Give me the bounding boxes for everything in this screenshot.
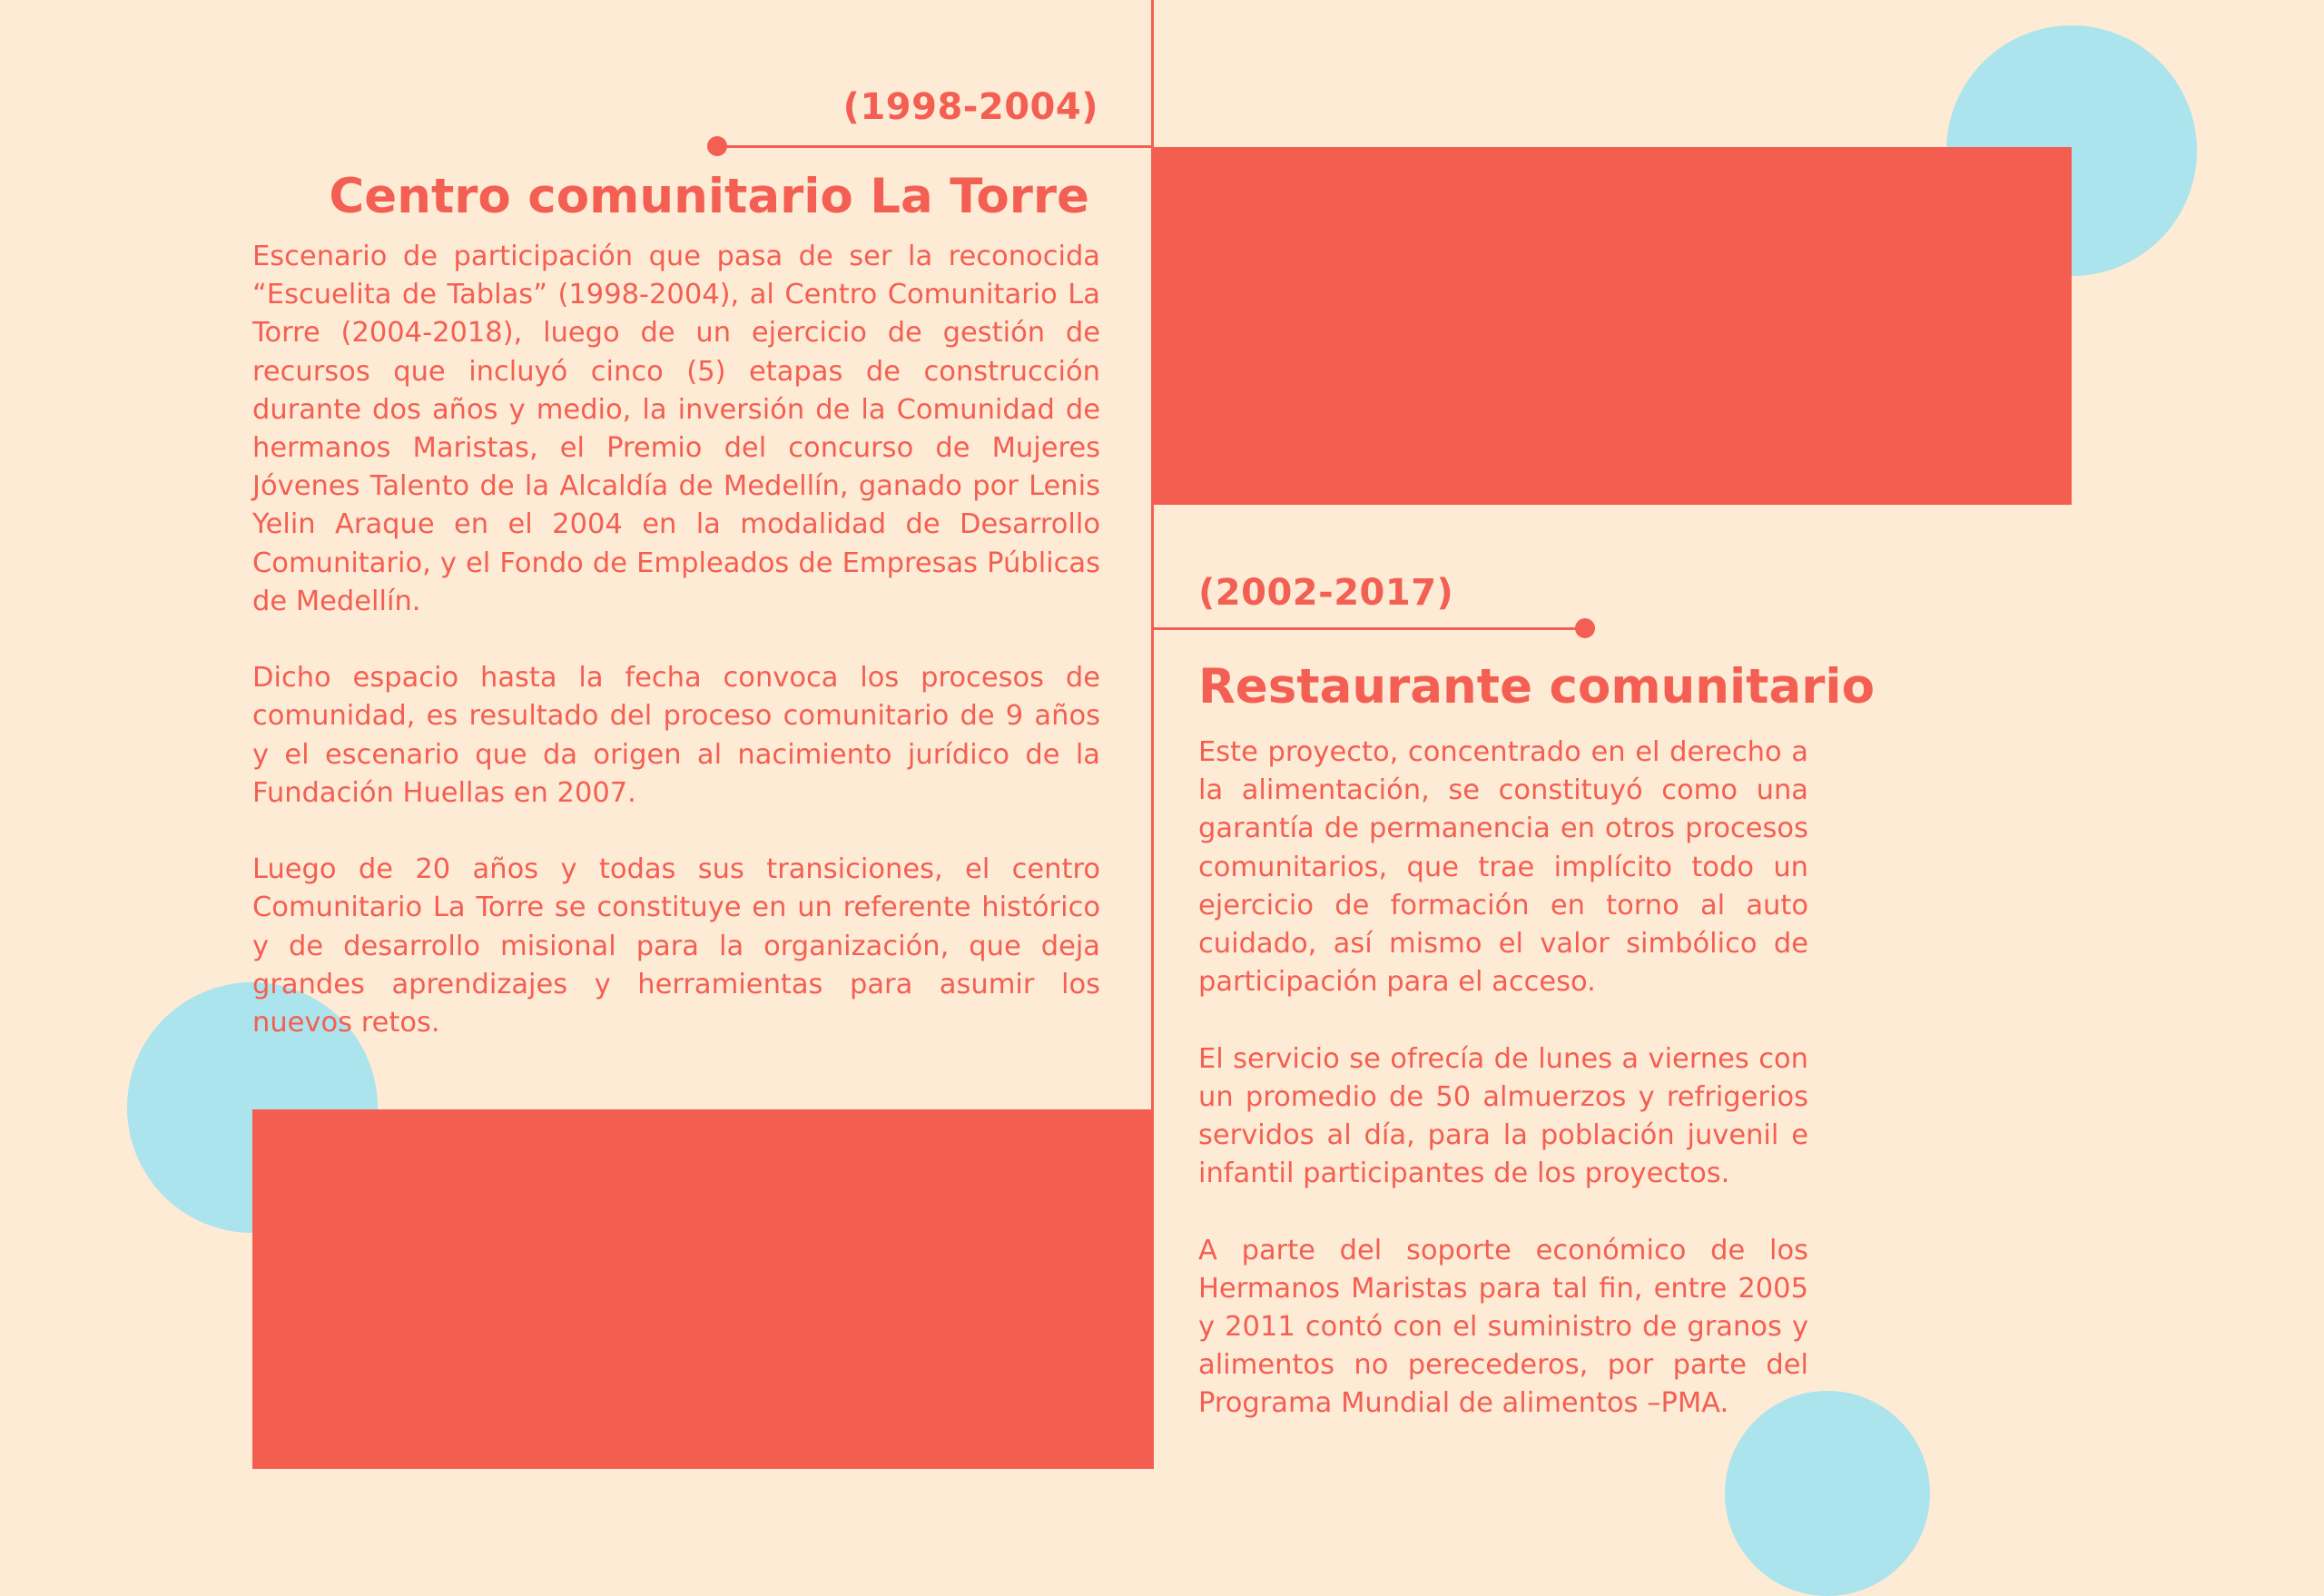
left-section-title: Centro comunitario La Torre [329, 169, 1089, 224]
timeline-dot-right [1575, 618, 1595, 638]
image-placeholder-bottom-left [252, 1109, 1153, 1469]
left-paragraph-1: Escenario de participación que pasa de ser la reconocida “Escuelita de Tablas” (1998-2004), al Centro Comunitario La Torre (2004-2018), luego de un ejercicio de gestión de recursos que incluyó cinco (5) etapas de construcción durante dos años y medio, la inversión de la Comunidad de hermanos Maristas, el Premio del concurso de Mujeres Jóvenes Talento de la Alcaldía de Medellín, ganado por Lenis Yelin Araque en el 2004 en la modalidad de Desarrollo Comunitario, y el Fondo de Empleados de Empresas Públicas de Medellín. [252, 241, 1100, 617]
left-paragraph-2: Dicho espacio hasta la fecha convoca los procesos de comunidad, es resultado del proceso comunitario de 9 años y el escenario que da origen al nacimiento jurídico de la Fundación Huellas en 2007. [252, 662, 1100, 809]
left-section-body [252, 238, 1100, 1042]
image-placeholder-top-right [1153, 147, 2072, 505]
timeline-connector-right [1153, 627, 1587, 630]
right-paragraph-1: Este proyecto, concentrado en el derecho a la alimentación, se constituyó como una garantía de permanencia en otros procesos comunitarios, que trae implícito todo un ejercicio de formación en torno al auto cuidado, así mismo el valor simbólico de participación para el acceso. [1198, 736, 1808, 999]
timeline-vertical-line [1151, 0, 1154, 1469]
right-paragraph-2: El servicio se ofrecía de lunes a viernes con un promedio de 50 almuerzos y refrigerios servidos al día, para la población juvenil e infantil participantes de los proyectos. [1198, 1042, 1808, 1190]
left-paragraph-3: Luego de 20 años y todas sus transiciones, el centro Comunitario La Torre se constituye en un referente histórico y de desarrollo misional para la organización, que deja grandes aprendizajes y herramientas para asumir los nuevos retos. [252, 853, 1100, 1039]
right-paragraph-3: A parte del soporte económico de los Hermanos Maristas para tal fin, entre 2005 y 2011 contó con el suministro de granos y alimentos no perecederos, por parte del Programa Mundial de alimentos –PMA. [1198, 1234, 1808, 1420]
right-section-title: Restaurante comunitario [1198, 659, 1876, 714]
right-year-label: (2002-2017) [1198, 572, 1454, 614]
left-year-label: (1998-2004) [842, 86, 1098, 128]
timeline-connector-left [717, 145, 1153, 148]
timeline-dot-left [707, 136, 727, 156]
right-section-body [1198, 734, 1808, 1424]
